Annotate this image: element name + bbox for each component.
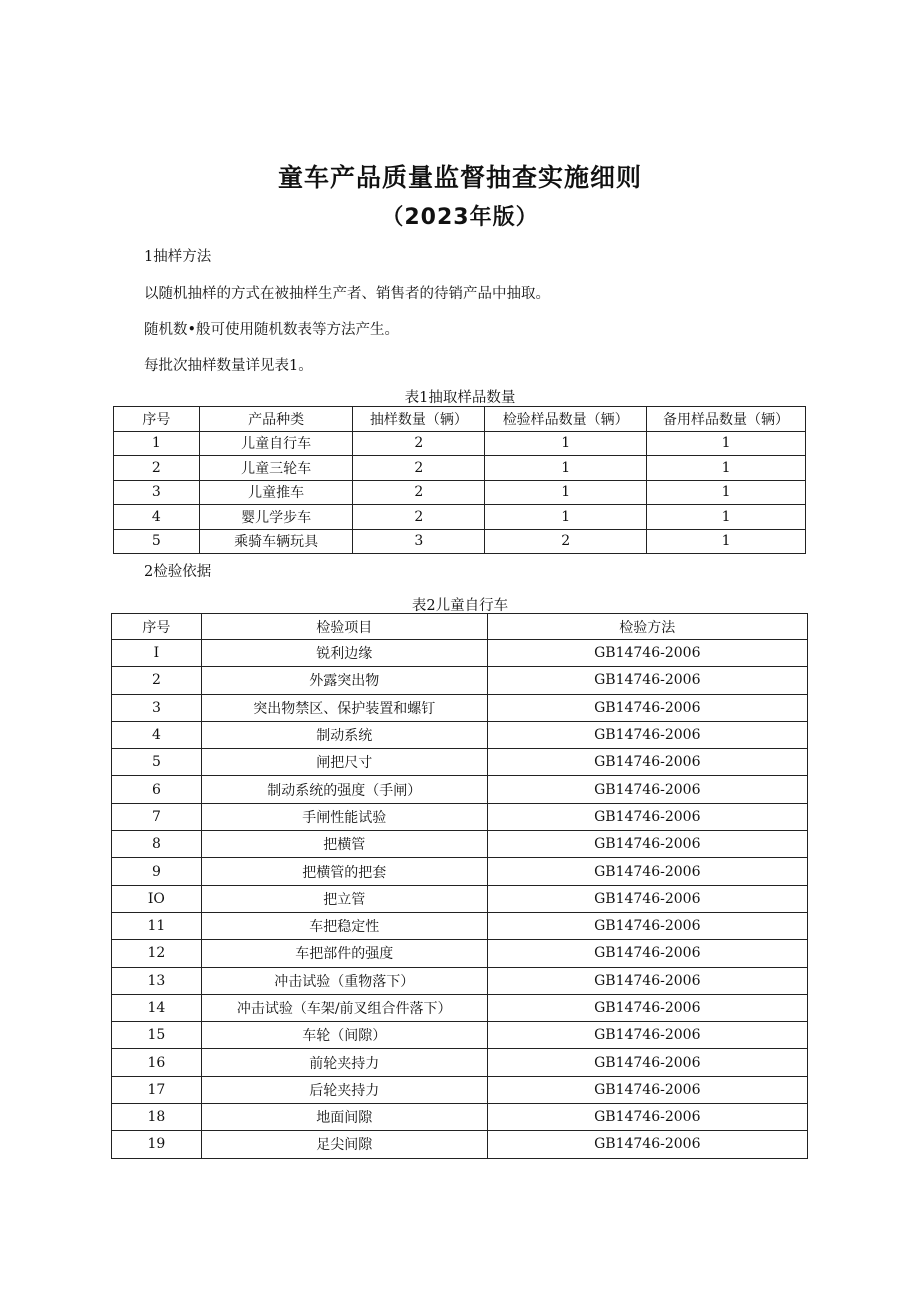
table-cell: 2 (114, 456, 200, 481)
table-row (114, 431, 806, 456)
table-cell: GB14746-2006 (487, 640, 807, 667)
table-cell: GB14746-2006 (487, 1076, 807, 1103)
table-cell: 把横管 (201, 831, 487, 858)
table-cell: GB14746-2006 (487, 885, 807, 912)
table-cell: 11 (112, 912, 202, 939)
table-row (114, 505, 806, 530)
table-cell: 15 (112, 1022, 202, 1049)
table-cell: 1 (485, 505, 647, 530)
table-cell: 1 (485, 480, 647, 505)
table-cell: 手闸性能试验 (201, 803, 487, 830)
sampling-quantity-table (113, 406, 806, 554)
table-row (112, 1131, 808, 1158)
table-cell: 锐利边缘 (201, 640, 487, 667)
inspection-items-table (111, 613, 808, 1159)
table-cell: GB14746-2006 (487, 1049, 807, 1076)
table-cell: 乘骑车辆玩具 (199, 529, 353, 554)
page-title: 童车产品质量监督抽查实施细则 (277, 163, 642, 192)
table-row (112, 721, 808, 748)
table-cell: GB14746-2006 (487, 1104, 807, 1131)
table-row (112, 858, 808, 885)
table-cell: GB14746-2006 (487, 667, 807, 694)
table-cell: 冲击试验（车架/前叉组合件落下） (201, 994, 487, 1021)
table-header-row (112, 614, 808, 640)
table-header-cell: 检验方法 (487, 614, 807, 640)
table-cell: 儿童三轮车 (199, 456, 353, 481)
table-cell: 突出物禁区、保护装置和螺钉 (201, 694, 487, 721)
table-cell: 1 (485, 456, 647, 481)
table-row (112, 994, 808, 1021)
table-cell: 冲击试验（重物落下） (201, 967, 487, 994)
table-row (112, 1049, 808, 1076)
table-cell: 制动系统的强度（手闸） (201, 776, 487, 803)
table-cell: 19 (112, 1131, 202, 1158)
table-cell: 把立管 (201, 885, 487, 912)
table-header-cell: 检验样品数量（辆） (485, 407, 647, 432)
table-cell: GB14746-2006 (487, 912, 807, 939)
table-row (112, 803, 808, 830)
table-header-cell: 产品种类 (199, 407, 353, 432)
table-header-cell: 备用样品数量（辆） (647, 407, 806, 432)
table-cell: 2 (112, 667, 202, 694)
section-1-paragraph-3: 每批次抽样数量详见表1。 (144, 358, 313, 374)
table-cell: GB14746-2006 (487, 721, 807, 748)
table-cell: GB14746-2006 (487, 776, 807, 803)
table-row (112, 749, 808, 776)
table-cell: 14 (112, 994, 202, 1021)
table-cell: 后轮夹持力 (201, 1076, 487, 1103)
table-cell: 5 (114, 529, 200, 554)
table-2-caption: 表2儿童自行车 (411, 598, 509, 614)
table-row (114, 529, 806, 554)
table-row (114, 480, 806, 505)
section-2-heading: 2检验依据 (144, 564, 212, 580)
table-cell: GB14746-2006 (487, 803, 807, 830)
table-cell: 4 (112, 721, 202, 748)
table-cell: GB14746-2006 (487, 694, 807, 721)
table-cell: IO (112, 885, 202, 912)
table-cell: 3 (112, 694, 202, 721)
table-cell: 地面间隙 (201, 1104, 487, 1131)
table-cell: 婴儿学步车 (199, 505, 353, 530)
table-cell: 13 (112, 967, 202, 994)
table-row (112, 776, 808, 803)
table-cell: GB14746-2006 (487, 858, 807, 885)
table-cell: 车把部件的强度 (201, 940, 487, 967)
table-cell: 儿童自行车 (199, 431, 353, 456)
table-row (112, 1022, 808, 1049)
table-cell: 3 (353, 529, 485, 554)
table-cell: 1 (647, 505, 806, 530)
table-cell: GB14746-2006 (487, 994, 807, 1021)
table-cell: 儿童推车 (199, 480, 353, 505)
section-1-paragraph-2: 随机数•般可使用随机数表等方法产生。 (144, 322, 400, 338)
table-cell: 车轮（间隙） (201, 1022, 487, 1049)
table-cell: 8 (112, 831, 202, 858)
table-cell: 17 (112, 1076, 202, 1103)
table-cell: 车把稳定性 (201, 912, 487, 939)
table-row (112, 912, 808, 939)
table-row (112, 640, 808, 667)
table-cell: 闸把尺寸 (201, 749, 487, 776)
table-cell: GB14746-2006 (487, 749, 807, 776)
section-1-paragraph-1: 以随机抽样的方式在被抽样生产者、销售者的待销产品中抽取。 (144, 286, 550, 302)
table-row (112, 1104, 808, 1131)
table-cell: GB14746-2006 (487, 940, 807, 967)
table-cell: 9 (112, 858, 202, 885)
table-cell: I (112, 640, 202, 667)
table-cell: GB14746-2006 (487, 831, 807, 858)
table-header-cell: 序号 (112, 614, 202, 640)
table-row (112, 940, 808, 967)
table-header-row (114, 407, 806, 432)
table-cell: GB14746-2006 (487, 967, 807, 994)
table-row (112, 1076, 808, 1103)
table-cell: GB14746-2006 (487, 1022, 807, 1049)
table-row (114, 456, 806, 481)
table-header-cell: 检验项目 (201, 614, 487, 640)
page-subtitle: （2023年版） (381, 205, 539, 230)
table-cell: 1 (647, 529, 806, 554)
table-cell: 2 (353, 480, 485, 505)
table-cell: 前轮夹持力 (201, 1049, 487, 1076)
table-cell: 1 (647, 456, 806, 481)
table-cell: 2 (353, 431, 485, 456)
table-row (112, 694, 808, 721)
table-cell: 2 (485, 529, 647, 554)
section-1-heading: 1抽样方法 (144, 249, 212, 265)
table-1-caption: 表1抽取样品数量 (404, 390, 516, 406)
table-cell: 足尖间隙 (201, 1131, 487, 1158)
table-cell: 16 (112, 1049, 202, 1076)
table-cell: 1 (647, 480, 806, 505)
table-cell: 把横管的把套 (201, 858, 487, 885)
table-cell: 外露突出物 (201, 667, 487, 694)
table-row (112, 667, 808, 694)
table-row (112, 831, 808, 858)
table-cell: 2 (353, 505, 485, 530)
table-cell: 3 (114, 480, 200, 505)
table-cell: 6 (112, 776, 202, 803)
table-cell: 12 (112, 940, 202, 967)
table-cell: 7 (112, 803, 202, 830)
table-cell: GB14746-2006 (487, 1131, 807, 1158)
table-header-cell: 抽样数量（辆） (353, 407, 485, 432)
table-cell: 18 (112, 1104, 202, 1131)
table-cell: 2 (353, 456, 485, 481)
table-cell: 1 (114, 431, 200, 456)
table-row (112, 967, 808, 994)
table-header-cell: 序号 (114, 407, 200, 432)
table-cell: 制动系统 (201, 721, 487, 748)
table-cell: 1 (485, 431, 647, 456)
table-cell: 5 (112, 749, 202, 776)
table-cell: 1 (647, 431, 806, 456)
table-row (112, 885, 808, 912)
table-cell: 4 (114, 505, 200, 530)
